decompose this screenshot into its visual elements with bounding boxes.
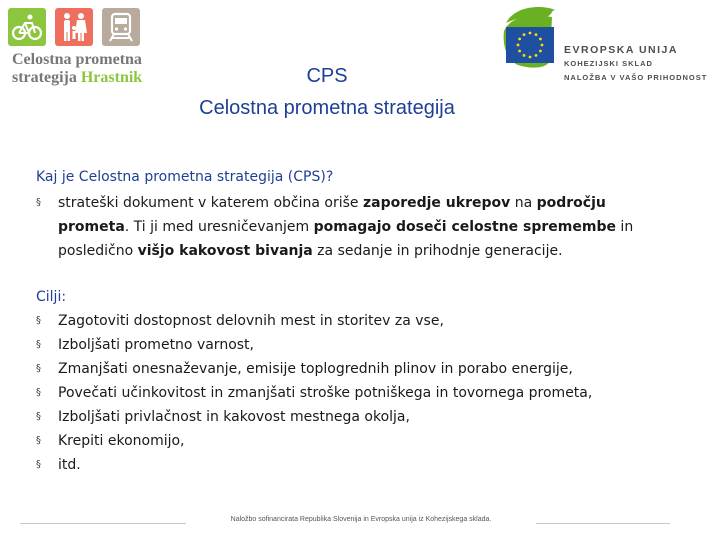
goal-text: Zmanjšati onesnaževanje, emisije toplogrednih plinov in porabo energije, (58, 361, 573, 377)
footer-divider-right (536, 523, 670, 524)
bullet-icon: § (36, 435, 41, 446)
logo-strategija: strategija (12, 69, 77, 86)
goal-text: Izboljšati privlačnost in kakovost mestnega okolja, (58, 409, 410, 425)
bullet-icon: § (36, 197, 41, 208)
def-bold-3: pomagajo doseči celostne spremembe (313, 219, 616, 235)
goal-item (36, 381, 676, 405)
goals-title: Cilji: (36, 289, 67, 305)
slide-content (36, 165, 676, 477)
goal-item (36, 429, 676, 453)
bullet-icon: § (36, 315, 41, 326)
def-text-2: na (510, 195, 537, 211)
definition-text (58, 195, 633, 259)
def-bold-1: zaporedje ukrepov (362, 195, 511, 211)
slide-subtitle: Celostna prometna strategija (199, 97, 455, 119)
bicycle-icon (8, 8, 46, 46)
definition-question: Kaj je Celostna prometna strategija (CPS)? (36, 169, 334, 185)
bullet-icon: § (36, 459, 41, 470)
def-text-4: in posledično (58, 219, 634, 259)
bullet-icon: § (36, 411, 41, 422)
eu-logo-line1: EVROPSKA UNIJA (564, 44, 678, 56)
train-icon (102, 8, 140, 46)
footer-divider-left (20, 523, 186, 524)
eu-logo-line3: NALOŽBA V VAŠO PRIHODNOST (564, 73, 708, 82)
goal-text: Zagotoviti dostopnost delovnih mest in storitev za vse, (58, 313, 444, 329)
goal-item (36, 405, 676, 429)
definition-paragraph (36, 191, 676, 263)
bullet-icon: § (36, 339, 41, 350)
logo-town: Hrastnik (80, 69, 143, 86)
def-text-5: za sedanje in prihodnje generacije. (312, 243, 563, 259)
goal-text: Krepiti ekonomijo, (58, 433, 185, 449)
logo-text-line1: Celostna prometna (12, 51, 142, 68)
goal-text: Izboljšati prometno varnost, (58, 337, 254, 353)
goal-text: itd. (58, 457, 81, 473)
family-icon (55, 8, 93, 46)
def-text-3: . Ti ji med uresničevanjem (124, 219, 314, 235)
footer-text: Naložbo sofinancirata Republika Slovenija in Evropska unija iz Kohezijskega sklada. (230, 516, 492, 523)
bullet-icon: § (36, 387, 41, 398)
def-text-1: strateški dokument v katerem občina oriše (58, 195, 363, 211)
def-bold-2: področju prometa (58, 195, 606, 235)
goal-item (36, 357, 676, 381)
slide-title: CPS (306, 65, 348, 87)
def-bold-4: višjo kakovost bivanja (137, 243, 313, 259)
bullet-icon: § (36, 363, 41, 374)
goals-list (36, 309, 676, 477)
eu-logo-line2: KOHEZIJSKI SKLAD (564, 59, 653, 68)
goal-item (36, 309, 676, 333)
goal-item (36, 453, 676, 477)
goal-item (36, 333, 676, 357)
goal-text: Povečati učinkovitost in zmanjšati stroške potniškega in tovornega prometa, (58, 385, 593, 401)
eu-flag-icon (506, 27, 554, 63)
